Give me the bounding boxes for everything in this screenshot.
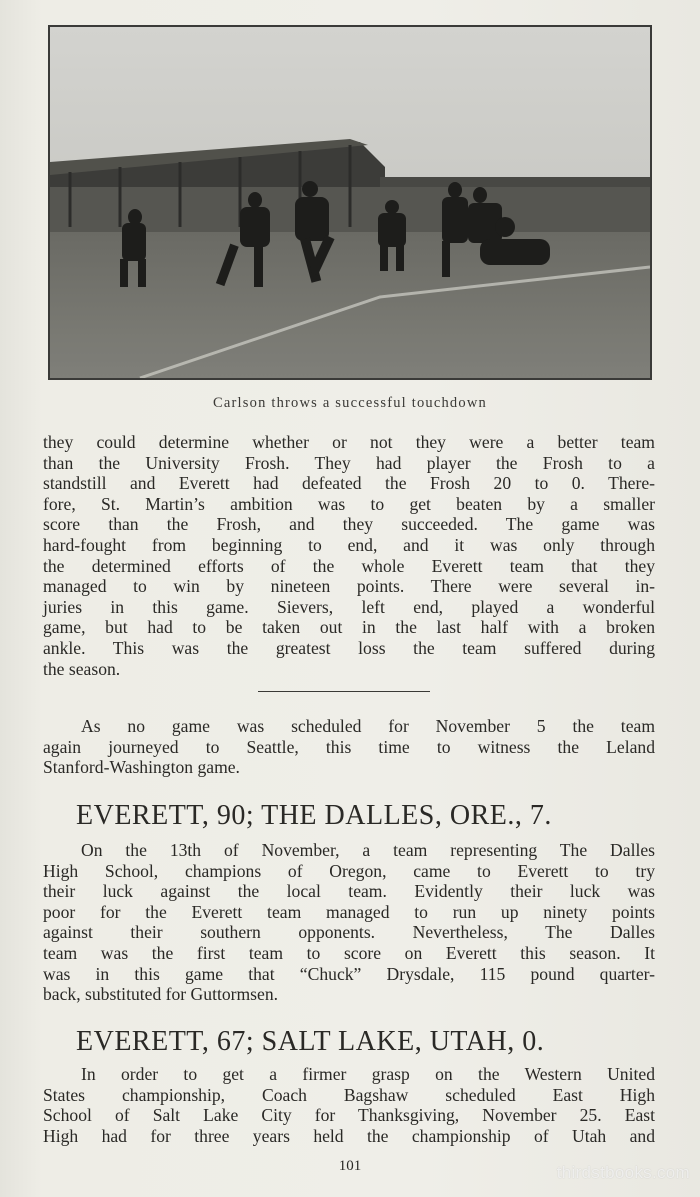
text-line: managed to win by nineteen points. There were several in- (43, 576, 655, 597)
text-line: standstill and Everett had defeated the Frosh 20 to 0. There- (43, 473, 655, 494)
text-line: back, substituted for Guttormsen. (43, 984, 279, 1005)
text-line: the determined efforts of the whole Everett team that they (43, 555, 655, 576)
text-line: Stanford-Washington game. (43, 757, 240, 778)
page-number: 101 (338, 1158, 362, 1174)
watermark: thirdstbooks.com (556, 1163, 690, 1182)
text-line: High School, champions of Oregon, came to Everett to try (43, 860, 655, 881)
text-line: hard-fought from beginning to end, and it was only through (43, 534, 655, 555)
text-line: team was the first team to score on Everett this season. It (43, 942, 655, 963)
text-line: High had for three years held the championship of Utah and (43, 1125, 655, 1146)
section-divider (258, 691, 430, 692)
text-line: they could determine whether or not they were a better team (43, 432, 655, 452)
text-line: game, but had to be taken out in the last half with a broken (43, 617, 655, 638)
text-line: poor for the Everett team managed to run up ninety points (43, 901, 655, 922)
text-line: School of Salt Lake City for Thanksgiving, November 25. East (43, 1105, 655, 1126)
text-line: their luck against the local team. Evidently their luck was (43, 881, 655, 902)
text-line: score than the Frosh, and they succeeded. The game was (43, 514, 655, 535)
text-line: In order to get a firmer grasp on the Western United (81, 1064, 655, 1084)
text-line: was in this game that “Chuck” Drysdale, 115 pound quarter- (43, 963, 655, 984)
text-line: fore, St. Martin’s ambition was to get beaten by a smaller (43, 493, 655, 514)
heading-everett-dalles: EVERETT, 90; THE DALLES, ORE., 7. (76, 800, 552, 831)
photo-caption: Carlson throws a successful touchdown (213, 395, 487, 411)
text-line: As no game was scheduled for November 5 the team (81, 716, 655, 736)
football-photo (48, 25, 652, 380)
text-line: the season. (43, 658, 121, 679)
text-line: again journeyed to Seattle, this time to witness the Leland (43, 736, 655, 757)
paragraph-dalles-game (43, 840, 655, 1005)
paragraph-st-martins-game (43, 432, 655, 679)
text-line: juries in this game. Sievers, left end, played a wonderful (43, 596, 655, 617)
text-line: States championship, Coach Bagshaw scheduled East High (43, 1084, 655, 1105)
text-line: against their southern opponents. Nevertheless, The Dalles (43, 922, 655, 943)
text-line: than the University Frosh. They had player the Frosh to a (43, 452, 655, 473)
paragraph-salt-lake-game (43, 1064, 655, 1146)
heading-everett-salt-lake: EVERETT, 67; SALT LAKE, UTAH, 0. (76, 1026, 545, 1057)
text-line: On the 13th of November, a team representing The Dalles (81, 840, 655, 860)
paragraph-seattle-trip (43, 716, 655, 778)
text-line: ankle. This was the greatest loss the team suffered during (43, 637, 655, 658)
